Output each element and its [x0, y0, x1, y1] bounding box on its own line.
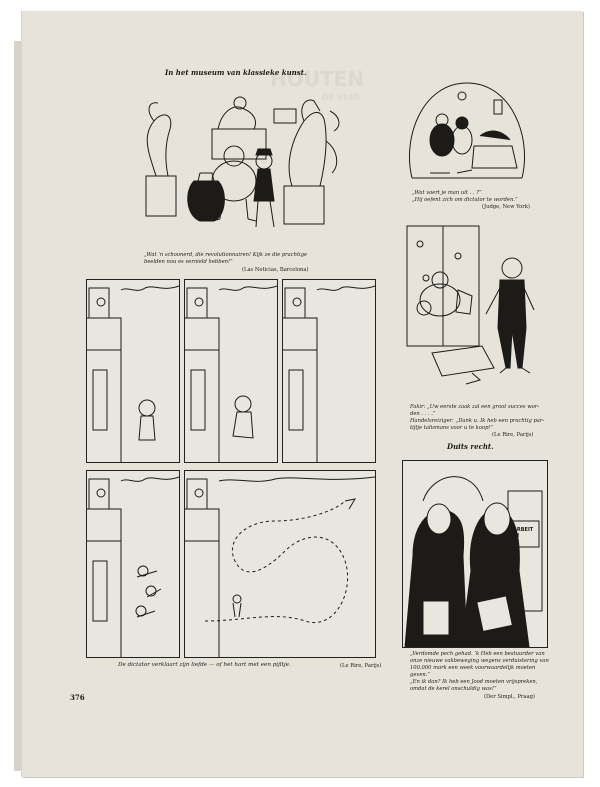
right-bottom-caption-4: geven.” [410, 672, 431, 678]
right-bottom-title: Duits recht. [447, 442, 494, 451]
right-top-caption-1: „Wat voert je man uit . . ?” [412, 190, 482, 196]
right-mid-line-2: den . . . .” [410, 411, 436, 417]
comic-strip-credit: (Le Rire, Parijs) [340, 663, 382, 669]
top-cartoon-title: In het museum van klassieke kunst. [165, 68, 307, 77]
right-bottom-caption-6: omdat de kerel onschuldig was!” [410, 686, 497, 692]
right-top-cartoon-drawing [402, 78, 532, 188]
right-mid-line-1: Fakir: „Uw eerste zaak zal een groot succes wor- [410, 404, 539, 410]
show-through-headline: HOUTEN [270, 67, 365, 91]
right-bottom-caption-5: „En ik dan? Ik heb een Jood moeten vrijspreken, [410, 679, 538, 685]
right-bottom-cartoon-frame [402, 460, 548, 648]
strip-panel-5 [184, 470, 376, 658]
strip-panel-2 [184, 279, 278, 463]
right-bottom-cartoon-drawing [403, 461, 547, 647]
right-bottom-caption-1: „Verdomde pech gehad. ’k Heb een bestuurder van [410, 651, 545, 657]
top-cartoon-caption-2: beelden nou es vernield hebben!” [144, 259, 233, 265]
top-cartoon-credit: (Las Noticias, Barcelona) [242, 267, 309, 273]
magazine-page [22, 11, 583, 777]
page-number: 376 [70, 693, 85, 702]
top-cartoon-caption-1: „Wat ’n schoonerd, die revolutionnairen! Kijk ze die prachtige [144, 252, 308, 258]
strip-panel-4 [86, 470, 180, 658]
right-top-caption-2: „Hij oefent zich om dictator te worden.” [412, 197, 518, 203]
strip-panel-3 [282, 279, 376, 463]
right-bottom-credit: (Der Simpl., Praag) [484, 694, 535, 700]
strip-panel-1 [86, 279, 180, 463]
right-mid-cartoon-drawing [402, 218, 542, 388]
right-bottom-caption-3: 100.000 mark een week voorwaardelijk moeten [410, 665, 536, 671]
right-top-credit: (Judge, New York) [482, 204, 530, 210]
show-through-subline: DE STAD [322, 93, 361, 102]
right-mid-line-3: Handelsreiziger: „Dank u. Ik heb een prachtig par- [410, 418, 545, 424]
right-bottom-caption-2: onze nieuwe vakbeweging wegens verduistering van [410, 658, 549, 664]
right-mid-credit: (Le Rire, Parijs) [492, 432, 534, 438]
right-mid-line-4: tijtje talismans voor u te koop!” [410, 425, 494, 431]
arbeit-sign: ARBEIT IN [513, 527, 534, 539]
top-cartoon-drawing [134, 81, 354, 231]
comic-strip-caption: De dictator verklaart zijn liefde — of het hart met een pijltje. [118, 662, 291, 668]
